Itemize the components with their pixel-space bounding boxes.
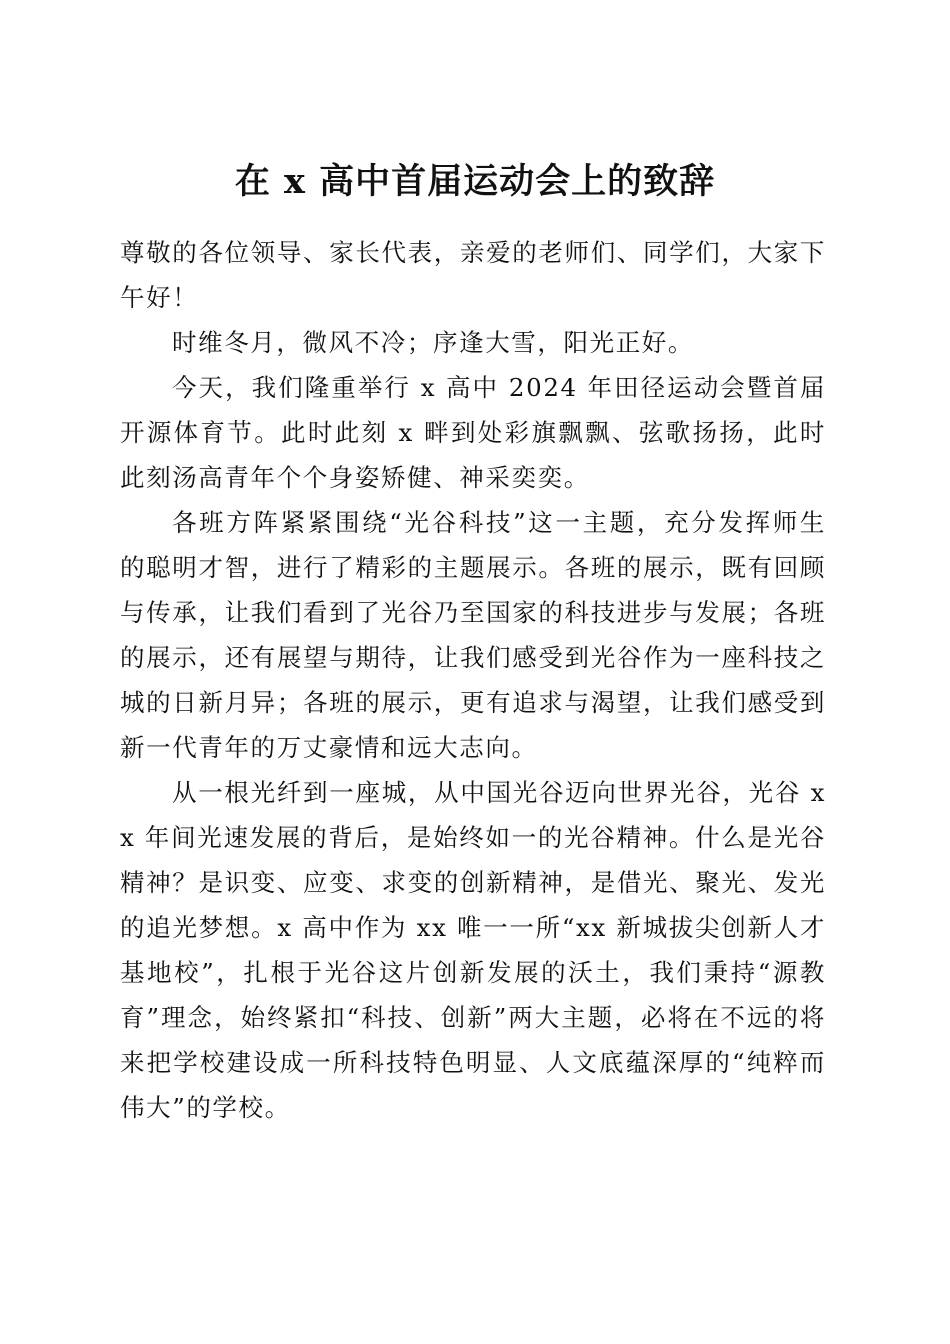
speech-body bbox=[120, 230, 826, 1130]
paragraph-class-displays: 各班方阵紧紧围绕“光谷科技”这一主题，充分发挥师生的聪明才智，进行了精彩的主题展示。各班的展示，既有回顾与传承，让我们看到了光谷乃至国家的科技进步与发展；各班的展示，还有展望与期待，让我们感受到光谷作为一座科技之城的日新月异；各班的展示，更有追求与渴望，让我们感受到新一代青年的万丈豪情和远大志向。 bbox=[120, 508, 826, 762]
paragraph-event: 今天，我们隆重举行 x 高中 2024 年田径运动会暨首届开源体育节。此时此刻 x 畔到处彩旗飘飘、弦歌扬扬，此时此刻汤高青年个个身姿矫健、神采奕奕。 bbox=[120, 373, 826, 492]
paragraph-weather: 时维冬月，微风不冷；序逢大雪，阳光正好。 bbox=[172, 328, 694, 357]
page-title: 在 x 高中首届运动会上的致辞 bbox=[234, 161, 716, 203]
paragraph-optics-valley-spirit: 从一根光纤到一座城，从中国光谷迈向世界光谷，光谷 xx 年间光速发展的背后，是始终如一的光谷精神。什么是光谷精神？是识变、应变、求变的创新精神，是借光、聚光、发光的追光梦想。x 高中作为 xx 唯一一所“xx 新城拔尖创新人才基地校”，扎根于光谷这片创新发展的沃土，我们秉持“源教育”理念，始终紧扣“科技、创新”两大主题，必将在不远的将来把学校建设成一所科技特色明显、人文底蕴深厚的“纯粹而伟大”的学校。 bbox=[120, 778, 826, 1122]
paragraph-greeting: 尊敬的各位领导、家长代表，亲爱的老师们、同学们，大家下午好！ bbox=[120, 238, 826, 312]
